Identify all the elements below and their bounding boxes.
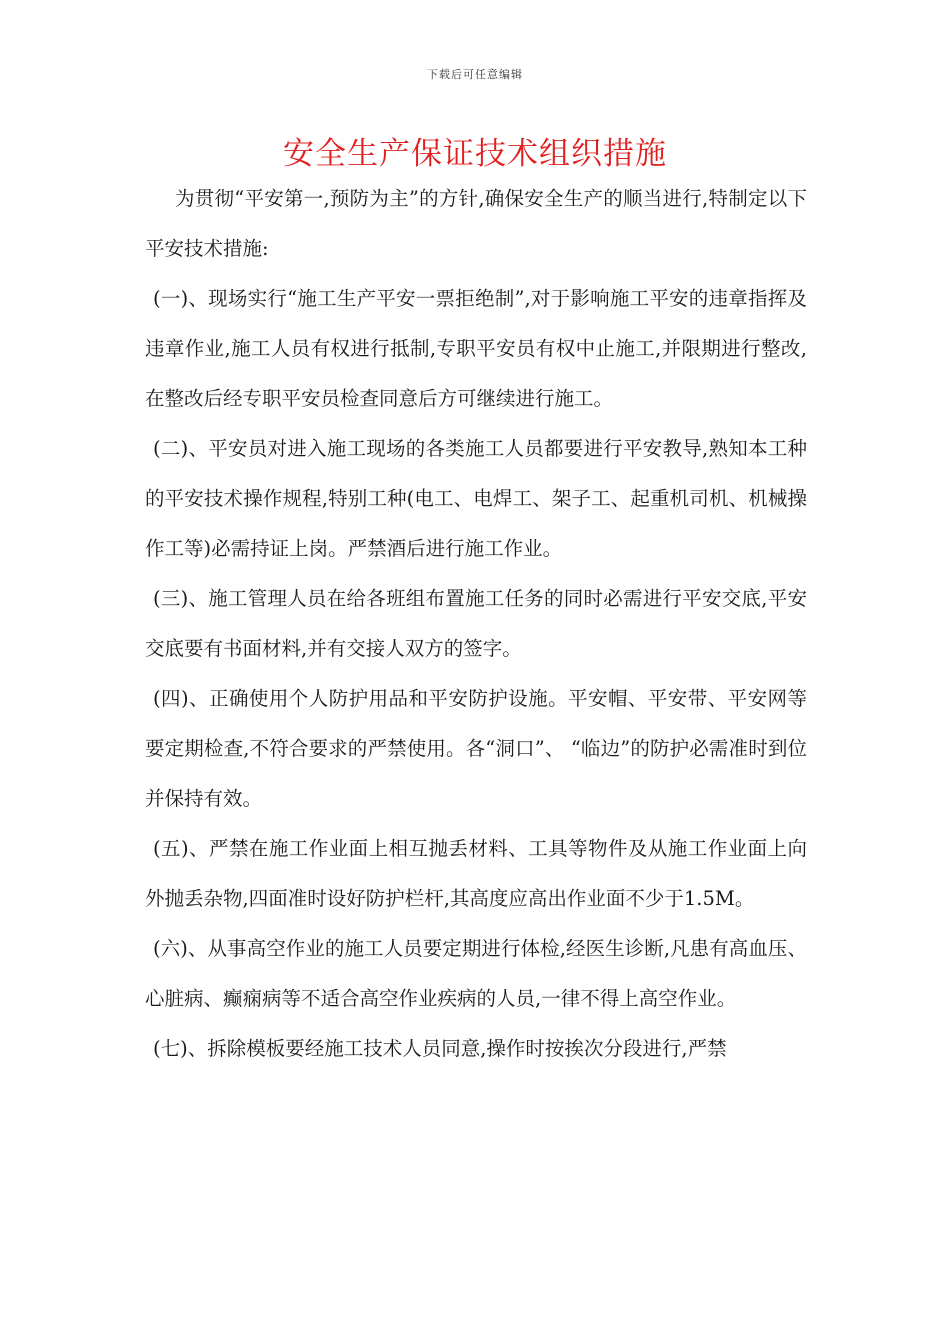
measure-item-1: (一)、现场实行“施工生产平安一票拒绝制”,对于影响施工平安的违章指挥及违章作业,施工人员有权进行抵制,专职平安员有权中止施工,并限期进行整改,在整改后经专职平安员检查同意后方可继续进行施工。 [145, 287, 807, 410]
measure-item-7: (七)、拆除模板要经施工技术人员同意,操作时按挨次分段进行,严禁 [153, 1037, 727, 1060]
measure-item-5: (五)、严禁在施工作业面上相互抛丢材料、工具等物件及从施工作业面上向外抛丢杂物,四面准时设好防护栏杆,其高度应高出作业面不少于1.5M。 [145, 837, 807, 910]
intro-paragraph: 为贯彻“平安第一,预防为主”的方针,确保安全生产的顺当进行,特制定以下平安技术措施: [145, 187, 807, 260]
measure-item-4: (四)、正确使用个人防护用品和平安防护设施。平安帽、平安带、平安网等要定期检查,不符合要求的严禁使用。各“洞口”、 “临边”的防护必需准时到位并保持有效。 [145, 687, 807, 810]
measure-item-2: (二)、平安员对进入施工现场的各类施工人员都要进行平安教导,熟知本工种的平安技术操作规程,特别工种(电工、电焊工、架子工、起重机司机、机械操作工等)必需持证上岗。严禁酒后进行施工作业。 [145, 437, 807, 560]
document-title: 安全生产保证技术组织措施 [283, 136, 667, 172]
page-header-note: 下载后可任意编辑 [427, 68, 523, 81]
measure-item-6: (六)、从事高空作业的施工人员要定期进行体检,经医生诊断,凡患有高血压、心脏病、癫痫病等不适合高空作业疾病的人员,一律不得上高空作业。 [145, 937, 807, 1010]
document-body [145, 174, 807, 1074]
measure-item-3: (三)、施工管理人员在给各班组布置施工任务的同时必需进行平安交底,平安交底要有书面材料,并有交接人双方的签字。 [145, 587, 807, 660]
